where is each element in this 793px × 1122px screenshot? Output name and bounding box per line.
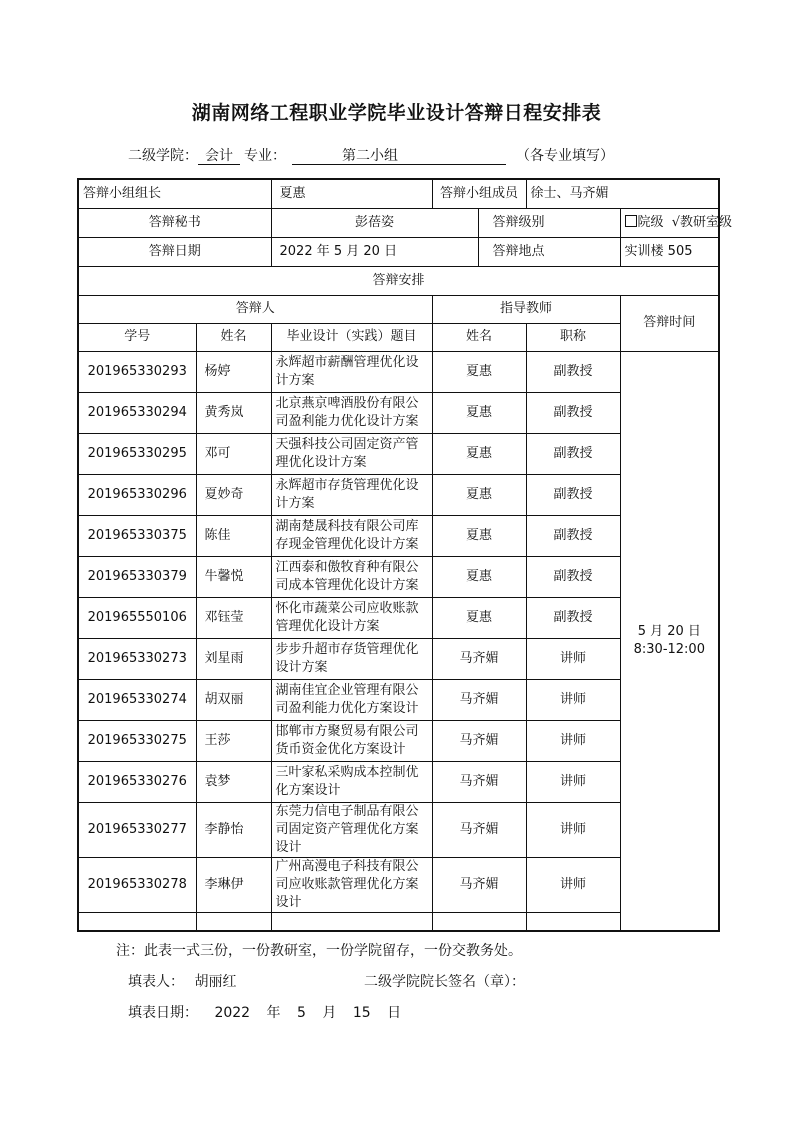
advisor-title: 讲师 xyxy=(526,679,620,720)
student-name: 李琳伊 xyxy=(196,857,271,912)
advisor-name: 夏惠 xyxy=(432,433,526,474)
thesis-topic: 东莞力信电子制品有限公司固定资产管理优化方案设计 xyxy=(271,802,432,857)
advisor-title: 讲师 xyxy=(526,761,620,802)
col-header-name: 姓名 xyxy=(196,323,271,351)
advisor-title: 讲师 xyxy=(526,857,620,912)
advisor-title: 讲师 xyxy=(526,802,620,857)
leader-value: 夏惠 xyxy=(271,179,432,208)
level-label: 答辩级别 xyxy=(492,214,545,230)
thesis-topic: 江西泰和傲牧育种有限公司成本管理优化设计方案 xyxy=(271,556,432,597)
defense-schedule-table xyxy=(77,178,733,932)
advisor-title: 副教授 xyxy=(526,433,620,474)
advisor-name: 马齐媚 xyxy=(432,720,526,761)
date-label: 答辩日期 xyxy=(78,237,271,266)
footer-note: 注：此表一式三份，一份教研室，一份学院留存，一份交教务处。 xyxy=(116,943,522,959)
filler-name: 胡丽红 xyxy=(194,974,237,990)
document-title: 湖南网络工程职业学院毕业设计答辩日程安排表 xyxy=(191,102,602,124)
college-major-line xyxy=(128,145,614,165)
place-label: 答辩地点 xyxy=(478,237,620,266)
fill-date-line xyxy=(128,1002,401,1022)
advisor-name: 马齐媚 xyxy=(432,857,526,912)
advisor-name: 夏惠 xyxy=(432,556,526,597)
advisor-title: 副教授 xyxy=(526,474,620,515)
empty-cell xyxy=(432,912,526,931)
fill-note: （各专业填写） xyxy=(516,148,614,164)
fill-date-year-unit: 年 xyxy=(266,1005,281,1021)
student-id: 201965330276 xyxy=(78,761,196,802)
section-title-row xyxy=(78,266,719,295)
fill-date-label: 填表日期： xyxy=(128,1005,198,1021)
empty-cell xyxy=(78,912,196,931)
advisor-title: 副教授 xyxy=(526,392,620,433)
secretary-value: 彭蓓姿 xyxy=(271,208,478,237)
student-name: 牛馨悦 xyxy=(196,556,271,597)
major-value: 第二小组 xyxy=(292,148,506,165)
advisor-title: 讲师 xyxy=(526,720,620,761)
fill-date-year: 2022 xyxy=(214,1005,251,1021)
thesis-topic: 天强科技公司固定资产管理优化设计方案 xyxy=(271,433,432,474)
student-name: 杨婷 xyxy=(196,351,271,392)
info-row-date xyxy=(78,237,719,266)
college-level-checkbox[interactable] xyxy=(625,215,637,227)
advisor-name: 夏惠 xyxy=(432,597,526,638)
advisor-name: 马齐媚 xyxy=(432,802,526,857)
thesis-topic: 永辉超市存货管理优化设计方案 xyxy=(271,474,432,515)
time-column-header: 答辩时间 xyxy=(620,295,719,351)
members-value: 徐士、马齐媚 xyxy=(526,179,719,208)
fill-date-day: 15 xyxy=(352,1005,371,1021)
fill-date-month: 5 xyxy=(297,1005,306,1021)
advisor-name: 夏惠 xyxy=(432,392,526,433)
col-header-advisor-name: 姓名 xyxy=(432,323,526,351)
college-label: 二级学院： xyxy=(128,148,198,164)
advisor-name: 夏惠 xyxy=(432,351,526,392)
student-id: 201965330273 xyxy=(78,638,196,679)
leader-label: 答辩小组组长 xyxy=(78,179,271,208)
student-id: 201965550106 xyxy=(78,597,196,638)
defense-time-range: 8:30-12:00 xyxy=(633,641,705,657)
thesis-topic: 广州高漫电子科技有限公司应收账款管理优化方案设计 xyxy=(271,857,432,912)
thesis-topic: 北京燕京啤酒股份有限公司盈利能力优化设计方案 xyxy=(271,392,432,433)
student-id: 201965330294 xyxy=(78,392,196,433)
thesis-topic: 永辉超市薪酬管理优化设计方案 xyxy=(271,351,432,392)
empty-cell xyxy=(196,912,271,931)
defense-date: 5 月 20 日 xyxy=(637,623,701,639)
student-name: 邓可 xyxy=(196,433,271,474)
college-level-label: 院级 xyxy=(637,214,664,230)
dept-level-label: 教研室级 xyxy=(680,214,733,230)
empty-cell xyxy=(526,912,620,931)
level-label-cell xyxy=(478,208,620,237)
date-value: 2022 年 5 月 20 日 xyxy=(271,237,478,266)
advisor-title: 副教授 xyxy=(526,597,620,638)
student-name: 陈佳 xyxy=(196,515,271,556)
student-id: 201965330296 xyxy=(78,474,196,515)
student-id: 201965330379 xyxy=(78,556,196,597)
col-header-id: 学号 xyxy=(78,323,196,351)
empty-cell xyxy=(271,912,432,931)
advisor-title: 讲师 xyxy=(526,638,620,679)
student-name: 王莎 xyxy=(196,720,271,761)
advisor-name: 马齐媚 xyxy=(432,638,526,679)
thesis-topic: 湖南楚晟科技有限公司库存现金管理优化设计方案 xyxy=(271,515,432,556)
student-id: 201965330274 xyxy=(78,679,196,720)
student-id: 201965330277 xyxy=(78,802,196,857)
section-title: 答辩安排 xyxy=(78,266,719,295)
col-header-topic: 毕业设计（实践）题目 xyxy=(271,323,432,351)
fill-date-month-unit: 月 xyxy=(322,1005,337,1021)
advisor-title: 副教授 xyxy=(526,515,620,556)
respondent-group-header: 答辩人 xyxy=(78,295,432,323)
thesis-topic: 步步升超市存货管理优化设计方案 xyxy=(271,638,432,679)
dept-level-check-icon[interactable]: √ xyxy=(671,214,680,230)
place-value: 实训楼 505 xyxy=(620,237,719,266)
fill-date-day-unit: 日 xyxy=(387,1005,402,1021)
student-name: 袁梦 xyxy=(196,761,271,802)
student-name: 刘星雨 xyxy=(196,638,271,679)
table-row xyxy=(78,351,719,392)
defense-time-cell xyxy=(620,351,719,931)
student-name: 黄秀岚 xyxy=(196,392,271,433)
info-row-leader xyxy=(78,179,719,208)
filler-label: 填表人： xyxy=(128,974,184,990)
info-row-secretary xyxy=(78,208,719,237)
student-id: 201965330293 xyxy=(78,351,196,392)
advisor-name: 马齐媚 xyxy=(432,761,526,802)
col-header-advisor-title: 职称 xyxy=(526,323,620,351)
major-label: 专业： xyxy=(244,148,286,164)
secretary-label: 答辩秘书 xyxy=(78,208,271,237)
level-options xyxy=(620,208,733,237)
student-id: 201965330278 xyxy=(78,857,196,912)
thesis-topic: 怀化市蔬菜公司应收账款管理优化设计方案 xyxy=(271,597,432,638)
thesis-topic: 邯郸市方聚贸易有限公司货币资金优化方案设计 xyxy=(271,720,432,761)
advisor-group-header: 指导教师 xyxy=(432,295,620,323)
dean-signature-label: 二级学院院长签名（章）： xyxy=(364,974,525,990)
thesis-topic: 湖南佳宜企业管理有限公司盈利能力优化方案设计 xyxy=(271,679,432,720)
student-name: 李静怡 xyxy=(196,802,271,857)
thesis-topic: 三叶家私采购成本控制优化方案设计 xyxy=(271,761,432,802)
advisor-name: 夏惠 xyxy=(432,515,526,556)
group-header-row xyxy=(78,295,719,323)
advisor-title: 副教授 xyxy=(526,556,620,597)
student-name: 夏妙奇 xyxy=(196,474,271,515)
members-label: 答辩小组成员 xyxy=(432,179,526,208)
advisor-name: 马齐媚 xyxy=(432,679,526,720)
student-id: 201965330375 xyxy=(78,515,196,556)
student-name: 邓钰莹 xyxy=(196,597,271,638)
student-name: 胡双丽 xyxy=(196,679,271,720)
student-id: 201965330295 xyxy=(78,433,196,474)
filler-line xyxy=(128,971,525,991)
student-id: 201965330275 xyxy=(78,720,196,761)
college-value: 会计 xyxy=(198,148,240,165)
advisor-title: 副教授 xyxy=(526,351,620,392)
advisor-name: 夏惠 xyxy=(432,474,526,515)
